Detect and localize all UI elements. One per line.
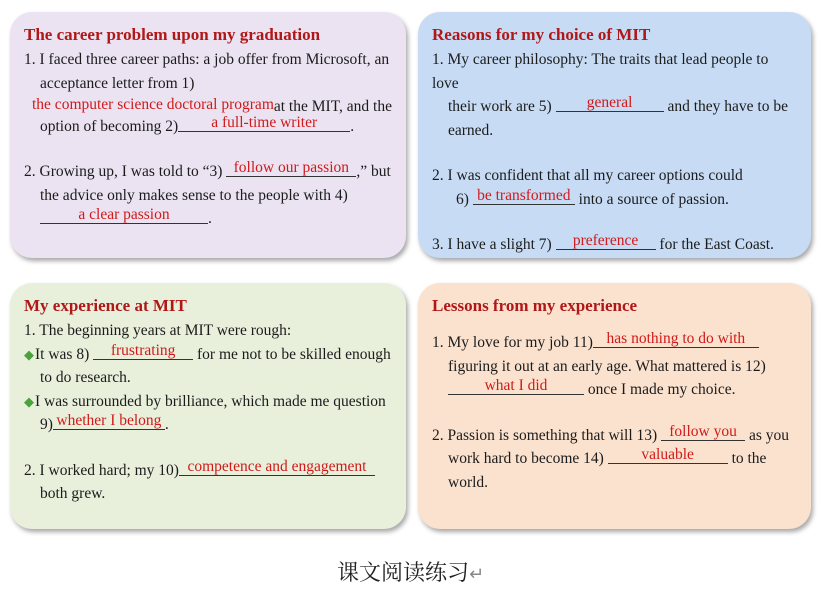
diamond-bullet-icon: ◆ (24, 346, 34, 362)
item-2-line-2 (24, 184, 392, 208)
item-2-line-3 (24, 207, 392, 231)
answer-10: competence and engagement (179, 458, 375, 476)
bullet-2-line-2 (24, 413, 392, 437)
reasons-card (418, 12, 811, 258)
item-1-text-d: option of becoming 2) (40, 117, 179, 135)
mit-experience-card (10, 283, 406, 529)
item-2-line-2 (432, 188, 797, 212)
reasons-title: Reasons for my choice of MIT (432, 25, 651, 44)
item-2-text-c: into a source of passion. (578, 190, 729, 208)
answer-13: follow you (661, 423, 745, 441)
answer-7: preference (556, 232, 656, 250)
bullet-2-text-c: . (164, 416, 169, 433)
lessons-title: Lessons from my experience (432, 296, 638, 315)
item-1-line-3 (432, 378, 797, 402)
item-2-text-a: 2. Growing up, I was told to “3) (24, 163, 223, 180)
spacer (432, 142, 797, 164)
item-2-text-d: to the (731, 450, 767, 467)
item-1-line-2 (432, 95, 797, 119)
item-3-text-b: for the East Coast. (659, 236, 774, 253)
item-1-text-e: . (350, 117, 355, 135)
item-2-line-2 (432, 447, 797, 471)
item-2-text-c: work hard to become 14) (448, 450, 604, 467)
answer-2: a full-time writer (178, 114, 350, 132)
spacer (432, 402, 797, 424)
item-3-text-a: 3. I have a slight 7) (432, 236, 552, 253)
item-1-text-b: their work are 5) (448, 98, 552, 115)
bullet-1-text-a: It was 8) (35, 345, 90, 363)
item-1-line-1 (24, 319, 392, 343)
answer-4: a clear passion (40, 206, 208, 224)
item-2-text-a: 2. I worked hard; my 10) (24, 461, 179, 479)
item-1-text-c: and they have to be (667, 98, 788, 115)
item-2-line-3 (432, 471, 797, 495)
item-2-text-b: both grew. (40, 485, 106, 502)
bullet-1-text-c: to do research. (40, 369, 131, 386)
diamond-bullet-icon: ◆ (24, 393, 34, 409)
item-2-line-1 (432, 424, 797, 448)
return-mark-icon: ↵ (468, 564, 485, 585)
page-caption (0, 556, 821, 587)
answer-9: whether I belong (53, 412, 165, 430)
item-1-line-3 (432, 119, 797, 143)
bullet-2-text-a: I was surrounded by brilliance, which made me question (35, 392, 386, 410)
item-2-line-2 (24, 482, 392, 506)
item-2-text-a: 2. Passion is something that will 13) (432, 426, 658, 444)
answer-6: be transformed (473, 187, 575, 205)
item-2-text-c: the advice only makes sense to the people with 4) (40, 186, 348, 204)
caption-text: 课文阅读练习 (336, 561, 469, 586)
item-1-text-d: earned. (448, 121, 494, 139)
item-2-text-e: world. (448, 473, 489, 491)
item-1-text-a: 1. The beginning years at MIT were rough: (24, 322, 292, 339)
item-1-line-1 (432, 48, 797, 95)
answer-3: follow our passion (226, 159, 356, 177)
item-1-line-1 (432, 331, 797, 355)
mit-experience-title: My experience at MIT (24, 296, 187, 315)
career-problem-card (10, 12, 406, 258)
item-1-text-c: at the MIT, and the (273, 98, 392, 115)
item-1-line-2 (24, 72, 392, 96)
spacer (24, 138, 392, 160)
item-1-text-c: once I made my choice. (587, 381, 736, 398)
item-2-text-b: 6) (456, 190, 469, 208)
answer-11: has nothing to do with (593, 330, 759, 348)
item-3-line-1 (432, 233, 797, 257)
lessons-card (418, 283, 811, 529)
item-2-text-a: 2. I was confident that all my career options could (432, 167, 743, 184)
item-2-text-b: ,” but (356, 163, 391, 180)
item-2-line-1 (24, 160, 392, 184)
bullet-2-line-1 (24, 390, 392, 414)
item-2-text-d: . (208, 210, 212, 227)
answer-1: the computer science doctoral program (32, 96, 274, 113)
item-1-text-a: 1. I faced three career paths: a job offer from Microsoft, an (24, 51, 390, 68)
answer-8: frustrating (93, 342, 193, 360)
item-2-line-1 (24, 459, 392, 483)
bullet-1-line-2 (24, 366, 392, 390)
answer-12: what I did (448, 377, 584, 395)
answer-14: valuable (608, 446, 728, 464)
bullet-1-text-b: for me not to be skilled enough (197, 345, 391, 363)
spacer (24, 437, 392, 459)
item-1-text-b: figuring it out at an early age. What mattered is 12) (448, 357, 766, 375)
item-2-text-b: as you (748, 426, 789, 444)
item-1-text-b: acceptance letter from 1) (40, 74, 195, 92)
item-1-line-4 (24, 115, 392, 139)
item-1-line-1 (24, 48, 392, 72)
career-problem-title: The career problem upon my graduation (24, 25, 321, 44)
answer-5: general (556, 94, 664, 112)
bullet-1-line-1 (24, 343, 392, 367)
bullet-2-text-b: 9) (40, 416, 53, 433)
item-1-text-a: 1. My love for my job 11) (432, 334, 593, 351)
item-1-text-a: 1. My career philosophy: The traits that lead people to love (432, 51, 769, 92)
item-1-line-2 (432, 355, 797, 379)
spacer (432, 211, 797, 233)
item-2-line-1 (432, 164, 797, 188)
